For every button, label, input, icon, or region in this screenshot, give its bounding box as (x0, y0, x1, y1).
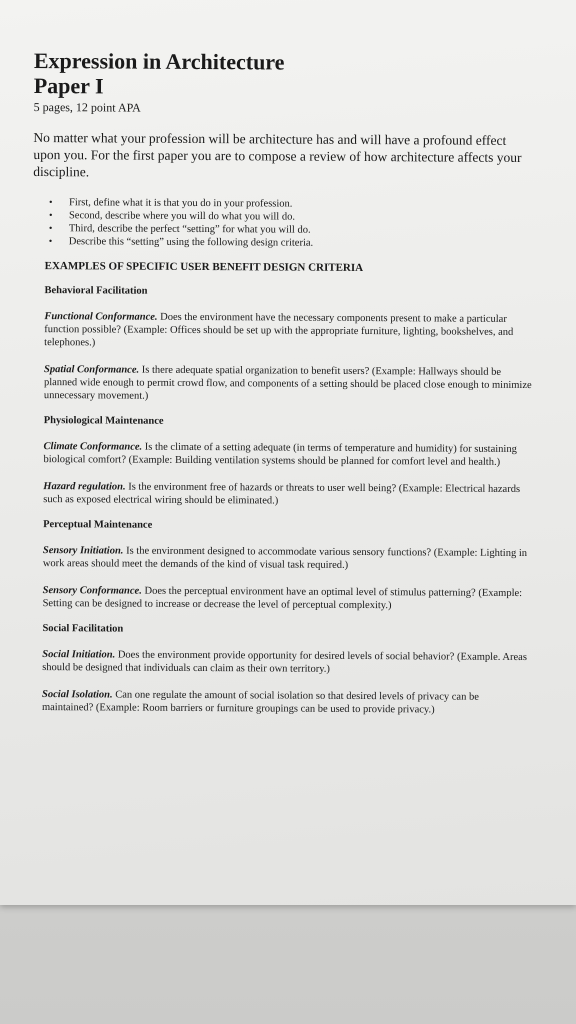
instruction-text: First, define what it is that you do in your profession. (69, 197, 293, 210)
section-heading-social: Social Facilitation (42, 623, 124, 635)
criterion-term: Functional Conformance. (44, 311, 158, 323)
criterion-sensory-initiation (43, 544, 533, 573)
document-title-line-1: Expression in Architecture (33, 48, 285, 75)
bullet-icon: • (48, 210, 53, 222)
bullet-icon: • (49, 197, 53, 209)
section-heading-perceptual: Perceptual Maintenance (43, 519, 153, 531)
criterion-text: Does the environment have the necessary components present to make a particular function possible? (Example: Offices should be set up with the appropriate furniture, lighting, bookshelves, and telephones.) (44, 311, 514, 349)
intro-paragraph: No matter what your profession will be architecture has and will have a profound effect upon you. For the first paper you are to compose a review of how architecture affects your discipline. (33, 129, 522, 180)
criterion-sensory-conformance (43, 584, 533, 613)
document-title-line-2: Paper I (33, 72, 104, 99)
criterion-text: Is the environment designed to accommodate various sensory functions? (Example: Lighting in work areas should meet the demands of the kind of visual task required.) (42, 545, 528, 571)
criterion-text: Can one regulate the amount of social isolation so that desired levels of privacy can be maintained? (Example: Room barriers or furniture groupings can be used to provide privacy.) (41, 689, 479, 716)
criterion-term: Spatial Conformance. (44, 364, 140, 376)
section-heading-behavioral: Behavioral Facilitation (44, 285, 148, 297)
instruction-item (49, 235, 533, 251)
criterion-social-initiation (42, 648, 532, 677)
criterion-text: Is there adequate spatial organization to benefit users? (Example: Hallways should be planned wide enough to permit crowd flow, and components of a setting should be placed close enough to minimize unnecessary movement.) (43, 364, 532, 402)
criterion-text: Is the environment free of hazards or threats to user well being? (Example: Electrical hazards such as exposed electrical wiring should be eliminated.) (43, 481, 521, 507)
document-content (30, 48, 534, 717)
instruction-text: Describe this “setting” using the following design criteria. (68, 236, 314, 249)
criterion-term: Climate Conformance. (43, 441, 143, 453)
bullet-icon: • (48, 236, 53, 248)
criterion-spatial-conformance (44, 363, 534, 405)
criterion-term: Social Initiation. (42, 649, 116, 661)
section-heading-physiological: Physiological Maintenance (43, 415, 164, 427)
criterion-term: Sensory Conformance. (42, 585, 142, 597)
instruction-text: Second, describe where you will do what you will do. (68, 210, 296, 223)
criterion-hazard-regulation (43, 480, 533, 509)
criterion-social-isolation (42, 688, 532, 717)
criterion-term: Sensory Initiation. (42, 545, 124, 557)
instruction-text: Third, describe the perfect “setting” for what you will do. (68, 223, 311, 236)
criterion-text: Does the environment provide opportunity for desired levels of social behavior? (Example. Areas should be designed that individuals can claim as their own territory.) (42, 649, 527, 675)
criteria-heading: EXAMPLES OF SPECIFIC USER BENEFIT DESIGN CRITERIA (44, 260, 364, 275)
criterion-text: Does the perceptual environment have an optimal level of stimulus patterning? (Example: Setting can be designed to increase or decrease the level of perceptual complexity.) (42, 585, 523, 612)
criterion-climate-conformance (43, 440, 533, 469)
criterion-text: Is the climate of a setting adequate (in terms of temperature and humidity) for sustaining biological comfort? (Example: Building ventilation systems should be planned for comfort level and health.) (43, 441, 517, 468)
instruction-list (33, 196, 533, 251)
criterion-term: Social Isolation. (42, 689, 113, 701)
document-subtitle: 5 pages, 12 point APA (33, 99, 141, 115)
bullet-icon: • (48, 223, 53, 235)
criterion-term: Hazard regulation. (43, 481, 126, 493)
criterion-functional-conformance (44, 310, 534, 352)
